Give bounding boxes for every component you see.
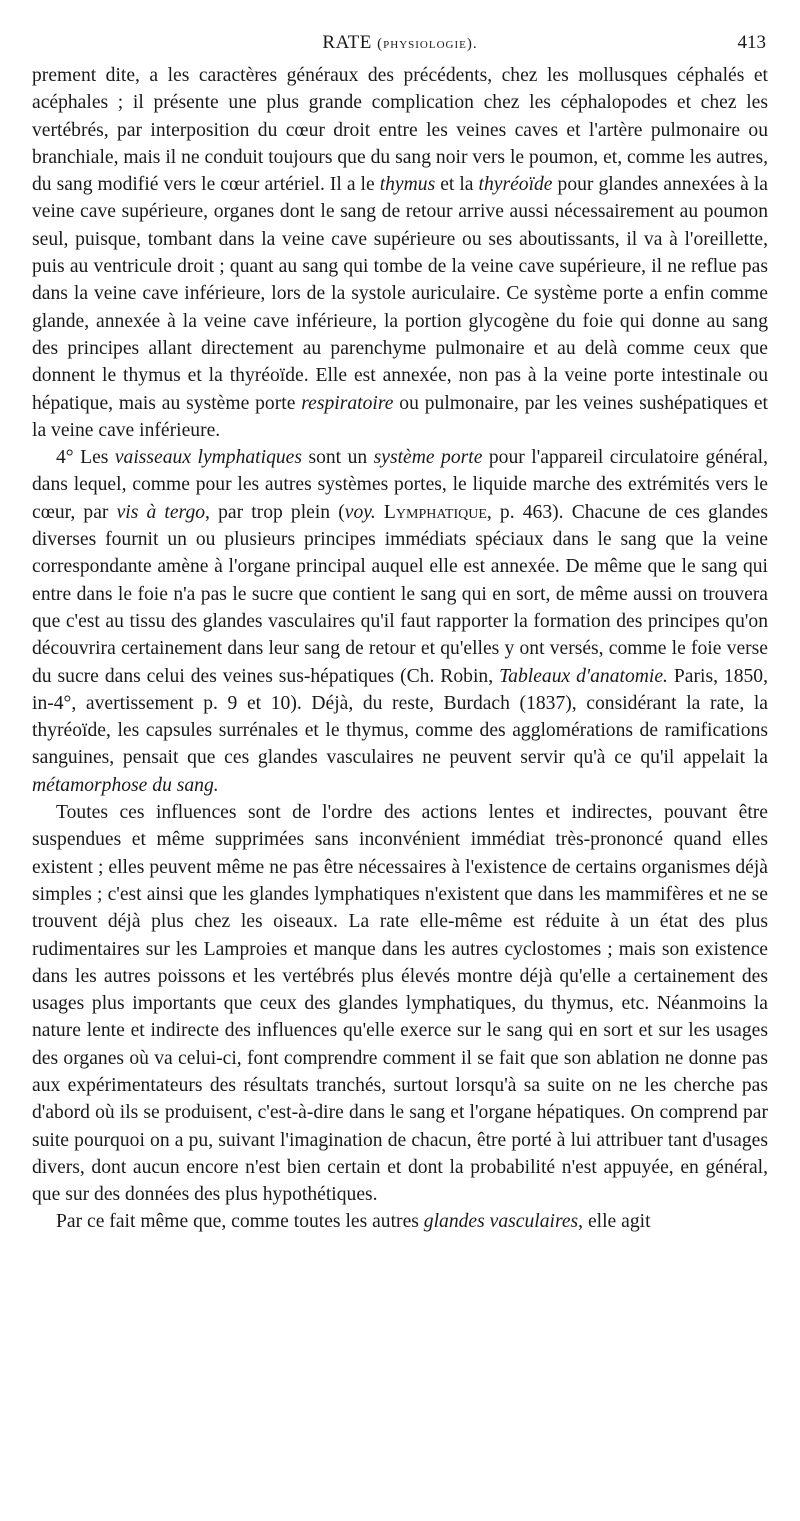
- italic-run: système porte: [373, 447, 483, 469]
- text-run: , elle agit: [578, 1211, 651, 1233]
- text-run: et la: [435, 174, 479, 196]
- text-run: , par trop plein (: [205, 501, 345, 523]
- body-text: [32, 62, 768, 1236]
- text-run: 4° Les: [56, 447, 115, 469]
- running-title: [32, 32, 768, 54]
- paragraph: [32, 799, 768, 1208]
- text-run: sont un: [301, 447, 374, 469]
- italic-run: glandes vasculaires: [423, 1211, 579, 1233]
- italic-run: Tableaux d'anatomie.: [499, 665, 668, 687]
- paragraph: [32, 444, 768, 799]
- italic-run: métamorphose du sang.: [32, 774, 219, 796]
- text-run: Par ce fait même que, comme toutes les autres: [56, 1211, 424, 1233]
- italic-run: respiratoire: [301, 392, 394, 414]
- running-header: [32, 28, 768, 62]
- page-number: 413: [737, 32, 766, 53]
- italic-run: thymus: [379, 174, 436, 196]
- text-run: Toutes ces influences sont de l'ordre des actions lentes et indirectes, pouvant être suspendues et même supprimées sans inconvénient immédiat très-prononcé quand elles existent ; elles peuvent même ne pas être nécessaires à l'existence de certains organismes déjà simples ; c'est ainsi que les glandes lymphatiques n'existent que dans les mammifères et ne se trouvent déjà plus chez les oiseaux. La rate elle-même est réduite à un état des plus rudimentaires sur les Lamproies et manque dans les autres cyclostomes ; mais son existence dans les autres poissons et les vertébrés plus élevés montre déjà qu'elle a certainement des usages plus importants que ceux des glandes lymphatiques, du thymus, etc. Néanmoins la nature lente et indirecte des influences qu'elle exerce sur le sang qui en sort et sur les usages des organes où va celui-ci, font comprendre comment il se fait que son ablation ne donne pas aux expérimentateurs des résultats tranchés, surtout lorsqu'à sa suite on ne les cherche pas d'abord où ils se produisent, c'est-à-dire dans le sang et l'organe hépatiques. On comprend par suite pourquoi on a pu, suivant l'imagination de chacun, être porté à lui attribuer tant d'usages divers, dont aucun encore n'est bien certain et dont la probabilité n'est appuyée, en général, que sur des données des plus hypothétiques.: [32, 802, 768, 1206]
- italic-run: vaisseaux lymphatiques: [114, 447, 302, 469]
- italic-run: thyréoïde: [478, 174, 553, 196]
- paragraph: [32, 1208, 768, 1235]
- text-run: pour l'appareil circulatoire général, dans lequel, comme pour les autres systèmes portes, le liquide marche des extrémités vers le cœur, par: [32, 447, 768, 523]
- text-run: [376, 502, 384, 523]
- small-caps-run: Lymphatique: [383, 501, 487, 523]
- document-page: [32, 28, 768, 1236]
- text-run: , p. 463). Chacune de ces glandes diverses fournit un ou plusieurs principes immédiats spéciaux dans le sang que la veine correspondante amène à l'organe principal auquel elle est annexée. De même que le sang qui entre dans le foie n'a pas le sucre que contient le sang qui en sort, de même aussi on trouvera que c'est au tissu des glandes vasculaires qu'il faut rapporter la formation des principes qu'on découvrira certainement dans leur sang de retour et qu'elles y ont versés, comme le foie verse du sucre dans celui des veines sus-hépatiques (Ch. Robin,: [32, 501, 769, 687]
- text-run: pour glandes annexées à la veine cave supérieure, organes dont le sang de retour arrive aussi nécessairement au poumon seul, puisque, tombant dans la veine cave supérieure ou ses aboutissants, il va à l'oreillette, puis au ventricule droit ; quant au sang qui tombe de la veine cave supérieure, il ne reflue pas dans la veine cave inférieure, lors de la systole auriculaire. Ce système porte a enfin comme glande, annexée à la veine cave inférieure, la portion glycogène du foie qui donne au sang des principes allant directement au parenchyme pulmonaire et au delà comme ceux que donnent le thymus et la thyréoïde. Elle est annexée, non pas à la veine porte intestinale ou hépatique, mais au système porte: [32, 174, 768, 414]
- italic-run: vis à tergo: [116, 501, 206, 523]
- running-title-sub: (physiologie).: [377, 36, 478, 52]
- running-title-main: RATE: [322, 32, 372, 53]
- text-run: ou pulmonaire, par les veines sushépatiques et la veine cave inférieure.: [32, 392, 768, 441]
- paragraph: [32, 62, 768, 444]
- italic-run: voy.: [344, 501, 376, 523]
- text-run: Paris, 1850, in-4°, avertissement p. 9 et 10). Déjà, du reste, Burdach (1837), considérant la rate, la thyréoïde, les capsules surrénales et le thymus, comme des agglomérations de ramifications sanguines, pensait que ces glandes vasculaires ne peuvent servir qu'à ce qu'il appelait la: [32, 665, 768, 769]
- text-run: prement dite, a les caractères généraux des précédents, chez les mollusques céphalés et acéphales ; il présente une plus grande complication chez les céphalopodes et chez les vertébrés, par interposition du cœur droit entre les veines caves et l'artère pulmonaire ou branchiale, mais il ne conduit toujours que du sang noir vers le poumon, et, comme les autres, du sang modifié vers le cœur artériel. Il a le: [32, 65, 768, 196]
